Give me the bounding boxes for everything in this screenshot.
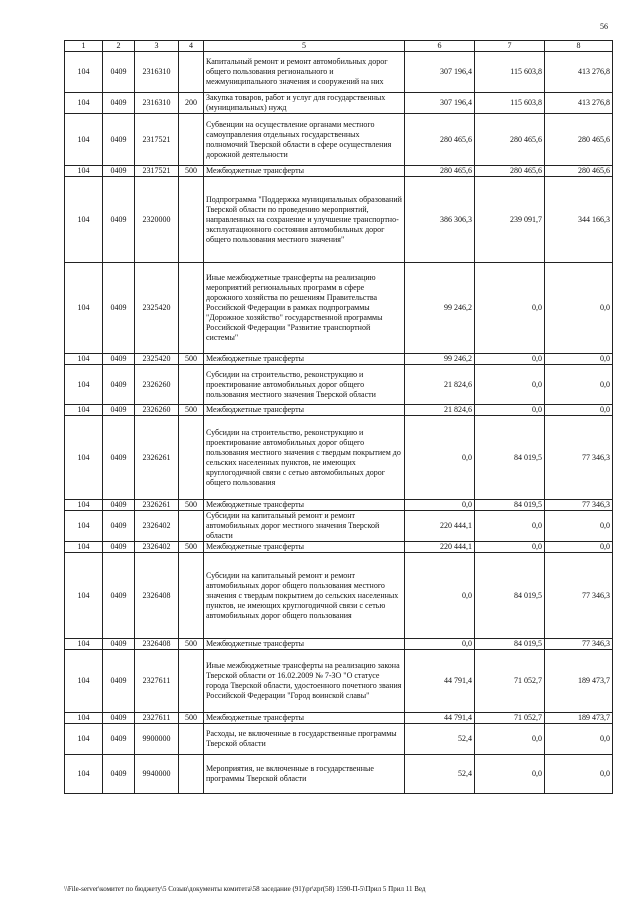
amount-col6: 0,0 (405, 416, 475, 500)
section-code: 104 (65, 511, 103, 542)
expense-type-code: 500 (179, 639, 204, 650)
amount-col6: 21 824,6 (405, 405, 475, 416)
target-code: 2325420 (135, 263, 179, 354)
description-cell: Межбюджетные трансферты (204, 354, 405, 365)
table-row (65, 263, 613, 354)
subsection-code: 0409 (103, 755, 135, 794)
column-header: 4 (179, 41, 204, 52)
description-cell: Межбюджетные трансферты (204, 500, 405, 511)
section-code: 104 (65, 542, 103, 553)
target-code: 2316310 (135, 93, 179, 114)
subsection-code: 0409 (103, 52, 135, 93)
table-row (65, 354, 613, 365)
section-code: 104 (65, 416, 103, 500)
description-cell: Мероприятия, не включенные в государственные программы Тверской области (204, 755, 405, 794)
section-code: 104 (65, 354, 103, 365)
target-code: 9940000 (135, 755, 179, 794)
amount-col7: 84 019,5 (475, 553, 545, 639)
amount-col6: 52,4 (405, 724, 475, 755)
section-code: 104 (65, 166, 103, 177)
section-code: 104 (65, 93, 103, 114)
amount-col7: 115 603,8 (475, 93, 545, 114)
amount-col7: 84 019,5 (475, 416, 545, 500)
expense-type-code (179, 553, 204, 639)
amount-col7: 84 019,5 (475, 639, 545, 650)
target-code: 2326260 (135, 405, 179, 416)
target-code: 2326261 (135, 416, 179, 500)
expense-type-code (179, 114, 204, 166)
amount-col6: 220 444,1 (405, 542, 475, 553)
amount-col8: 0,0 (545, 263, 613, 354)
amount-col7: 0,0 (475, 354, 545, 365)
amount-col7: 0,0 (475, 755, 545, 794)
table-row (65, 713, 613, 724)
description-cell: Субсидии на капитальный ремонт и ремонт автомобильных дорог местного значения Тверской области (204, 511, 405, 542)
target-code: 2320000 (135, 177, 179, 263)
description-cell: Субсидии на капитальный ремонт и ремонт автомобильных дорог общего пользования местного значения с твердым покрытием до сельских населенных пунктов, не имеющих круглогодичной связи с сетью автомобильных дорог общего пользования (204, 553, 405, 639)
subsection-code: 0409 (103, 405, 135, 416)
amount-col7: 115 603,8 (475, 52, 545, 93)
section-code: 104 (65, 755, 103, 794)
expense-type-code (179, 416, 204, 500)
column-header: 3 (135, 41, 179, 52)
section-code: 104 (65, 553, 103, 639)
amount-col6: 99 246,2 (405, 263, 475, 354)
subsection-code: 0409 (103, 650, 135, 713)
amount-col6: 307 196,4 (405, 93, 475, 114)
amount-col8: 0,0 (545, 354, 613, 365)
target-code: 2326402 (135, 542, 179, 553)
table-row (65, 542, 613, 553)
target-code: 2326408 (135, 639, 179, 650)
description-cell: Закупка товаров, работ и услуг для государственных (муниципальных) нужд (204, 93, 405, 114)
subsection-code: 0409 (103, 166, 135, 177)
column-header: 2 (103, 41, 135, 52)
section-code: 104 (65, 650, 103, 713)
expense-type-code (179, 511, 204, 542)
amount-col7: 280 465,6 (475, 166, 545, 177)
description-cell: Капитальный ремонт и ремонт автомобильных дорог общего пользования регионального и межмуниципального значения и сооружений на них (204, 52, 405, 93)
amount-col7: 239 091,7 (475, 177, 545, 263)
subsection-code: 0409 (103, 354, 135, 365)
amount-col8: 344 166,3 (545, 177, 613, 263)
description-cell: Межбюджетные трансферты (204, 166, 405, 177)
amount-col7: 0,0 (475, 511, 545, 542)
target-code: 2317521 (135, 114, 179, 166)
target-code: 2316310 (135, 52, 179, 93)
table-row (65, 405, 613, 416)
description-cell: Межбюджетные трансферты (204, 639, 405, 650)
table-row (65, 365, 613, 405)
table-row (65, 553, 613, 639)
expense-type-code (179, 263, 204, 354)
expense-type-code (179, 755, 204, 794)
amount-col6: 220 444,1 (405, 511, 475, 542)
amount-col6: 307 196,4 (405, 52, 475, 93)
table-row (65, 52, 613, 93)
section-code: 104 (65, 52, 103, 93)
table-row (65, 511, 613, 542)
description-cell: Межбюджетные трансферты (204, 542, 405, 553)
amount-col6: 21 824,6 (405, 365, 475, 405)
amount-col7: 0,0 (475, 405, 545, 416)
amount-col7: 0,0 (475, 365, 545, 405)
target-code: 2327611 (135, 650, 179, 713)
section-code: 104 (65, 114, 103, 166)
expense-type-code (179, 724, 204, 755)
expense-type-code: 500 (179, 500, 204, 511)
description-cell: Иные межбюджетные трансферты на реализацию закона Тверской области от 16.02.2009 № 7-ЗО "О статусе города Тверской области, удостоенного почетного звания Российской Федерации "Город воинской славы" (204, 650, 405, 713)
amount-col7: 71 052,7 (475, 713, 545, 724)
description-cell: Межбюджетные трансферты (204, 405, 405, 416)
amount-col8: 189 473,7 (545, 713, 613, 724)
amount-col8: 77 346,3 (545, 416, 613, 500)
subsection-code: 0409 (103, 542, 135, 553)
amount-col7: 0,0 (475, 724, 545, 755)
target-code: 2317521 (135, 166, 179, 177)
target-code: 2325420 (135, 354, 179, 365)
subsection-code: 0409 (103, 511, 135, 542)
amount-col7: 0,0 (475, 263, 545, 354)
table-row (65, 755, 613, 794)
subsection-code: 0409 (103, 114, 135, 166)
table-row (65, 650, 613, 713)
expense-type-code: 500 (179, 542, 204, 553)
expense-type-code: 500 (179, 405, 204, 416)
amount-col6: 0,0 (405, 639, 475, 650)
amount-col8: 0,0 (545, 405, 613, 416)
description-cell: Расходы, не включенные в государственные программы Тверской области (204, 724, 405, 755)
column-header: 8 (545, 41, 613, 52)
amount-col6: 0,0 (405, 553, 475, 639)
amount-col6: 44 791,4 (405, 650, 475, 713)
expense-type-code (179, 365, 204, 405)
target-code: 2327611 (135, 713, 179, 724)
section-code: 104 (65, 405, 103, 416)
amount-col6: 386 306,3 (405, 177, 475, 263)
section-code: 104 (65, 365, 103, 405)
subsection-code: 0409 (103, 416, 135, 500)
amount-col6: 99 246,2 (405, 354, 475, 365)
table-row (65, 114, 613, 166)
amount-col7: 280 465,6 (475, 114, 545, 166)
table-row (65, 177, 613, 263)
expense-type-code: 500 (179, 166, 204, 177)
target-code: 2326402 (135, 511, 179, 542)
subsection-code: 0409 (103, 724, 135, 755)
amount-col8: 77 346,3 (545, 639, 613, 650)
file-path-footer: \\File-server\комитет по бюджету\5 Созыв\документы комитета\58 заседание (91)\pr\zpr(58) 1590-П-5\Прил 5 Прил 11 Вед (64, 885, 426, 893)
amount-col6: 52,4 (405, 755, 475, 794)
header-row (65, 41, 613, 52)
subsection-code: 0409 (103, 713, 135, 724)
page-number: 56 (600, 22, 608, 31)
section-code: 104 (65, 713, 103, 724)
expense-type-code (179, 177, 204, 263)
description-cell: Субвенции на осуществление органами местного самоуправления отдельных государственных полномочий Тверской области в сфере осуществления дорожной деятельности (204, 114, 405, 166)
amount-col6: 280 465,6 (405, 166, 475, 177)
amount-col8: 0,0 (545, 511, 613, 542)
amount-col8: 0,0 (545, 542, 613, 553)
table-row (65, 639, 613, 650)
subsection-code: 0409 (103, 263, 135, 354)
expense-type-code: 200 (179, 93, 204, 114)
subsection-code: 0409 (103, 639, 135, 650)
table-row (65, 166, 613, 177)
description-cell: Межбюджетные трансферты (204, 713, 405, 724)
section-code: 104 (65, 500, 103, 511)
amount-col8: 0,0 (545, 724, 613, 755)
amount-col8: 280 465,6 (545, 114, 613, 166)
amount-col6: 280 465,6 (405, 114, 475, 166)
description-cell: Иные межбюджетные трансферты на реализацию мероприятий региональных программ в сфере дорожного хозяйства по решениям Правительства Российской Федерации в рамках подпрограммы "Дорожное хозяйство" государственной программы Российской Федерации "Развитие транспортной системы" (204, 263, 405, 354)
amount-col6: 0,0 (405, 500, 475, 511)
column-header: 5 (204, 41, 405, 52)
column-header: 1 (65, 41, 103, 52)
subsection-code: 0409 (103, 177, 135, 263)
subsection-code: 0409 (103, 500, 135, 511)
amount-col8: 77 346,3 (545, 553, 613, 639)
section-code: 104 (65, 724, 103, 755)
target-code: 2326260 (135, 365, 179, 405)
amount-col8: 413 276,8 (545, 52, 613, 93)
subsection-code: 0409 (103, 365, 135, 405)
description-cell: Подпрограмма "Поддержка муниципальных образований Тверской области по проведению мероприятий, направленных на сохранение и улучшение транспортно-эксплуатационного состояния автомобильных дорог общего пользования местного значения" (204, 177, 405, 263)
section-code: 104 (65, 639, 103, 650)
table-row (65, 93, 613, 114)
table-body (65, 52, 613, 794)
amount-col8: 189 473,7 (545, 650, 613, 713)
target-code: 9900000 (135, 724, 179, 755)
amount-col8: 280 465,6 (545, 166, 613, 177)
expense-type-code: 500 (179, 713, 204, 724)
subsection-code: 0409 (103, 93, 135, 114)
description-cell: Субсидии на строительство, реконструкцию и проектирование автомобильных дорог общего пользования местного значения Тверской области (204, 365, 405, 405)
subsection-code: 0409 (103, 553, 135, 639)
column-header: 7 (475, 41, 545, 52)
table-row (65, 724, 613, 755)
amount-col7: 71 052,7 (475, 650, 545, 713)
expense-type-code: 500 (179, 354, 204, 365)
target-code: 2326261 (135, 500, 179, 511)
amount-col8: 77 346,3 (545, 500, 613, 511)
target-code: 2326408 (135, 553, 179, 639)
expense-type-code (179, 650, 204, 713)
amount-col7: 0,0 (475, 542, 545, 553)
section-code: 104 (65, 177, 103, 263)
amount-col6: 44 791,4 (405, 713, 475, 724)
expense-type-code (179, 52, 204, 93)
description-cell: Субсидии на строительство, реконструкцию и проектирование автомобильных дорог общего пользования местного значения с твердым покрытием до сельских населенных пунктов, не имеющих круглогодичной связи с сетью автомобильных дорог общего пользования (204, 416, 405, 500)
section-code: 104 (65, 263, 103, 354)
amount-col8: 413 276,8 (545, 93, 613, 114)
amount-col7: 84 019,5 (475, 500, 545, 511)
table-row (65, 500, 613, 511)
column-header: 6 (405, 41, 475, 52)
budget-table (64, 40, 613, 794)
amount-col8: 0,0 (545, 365, 613, 405)
amount-col8: 0,0 (545, 755, 613, 794)
table-row (65, 416, 613, 500)
